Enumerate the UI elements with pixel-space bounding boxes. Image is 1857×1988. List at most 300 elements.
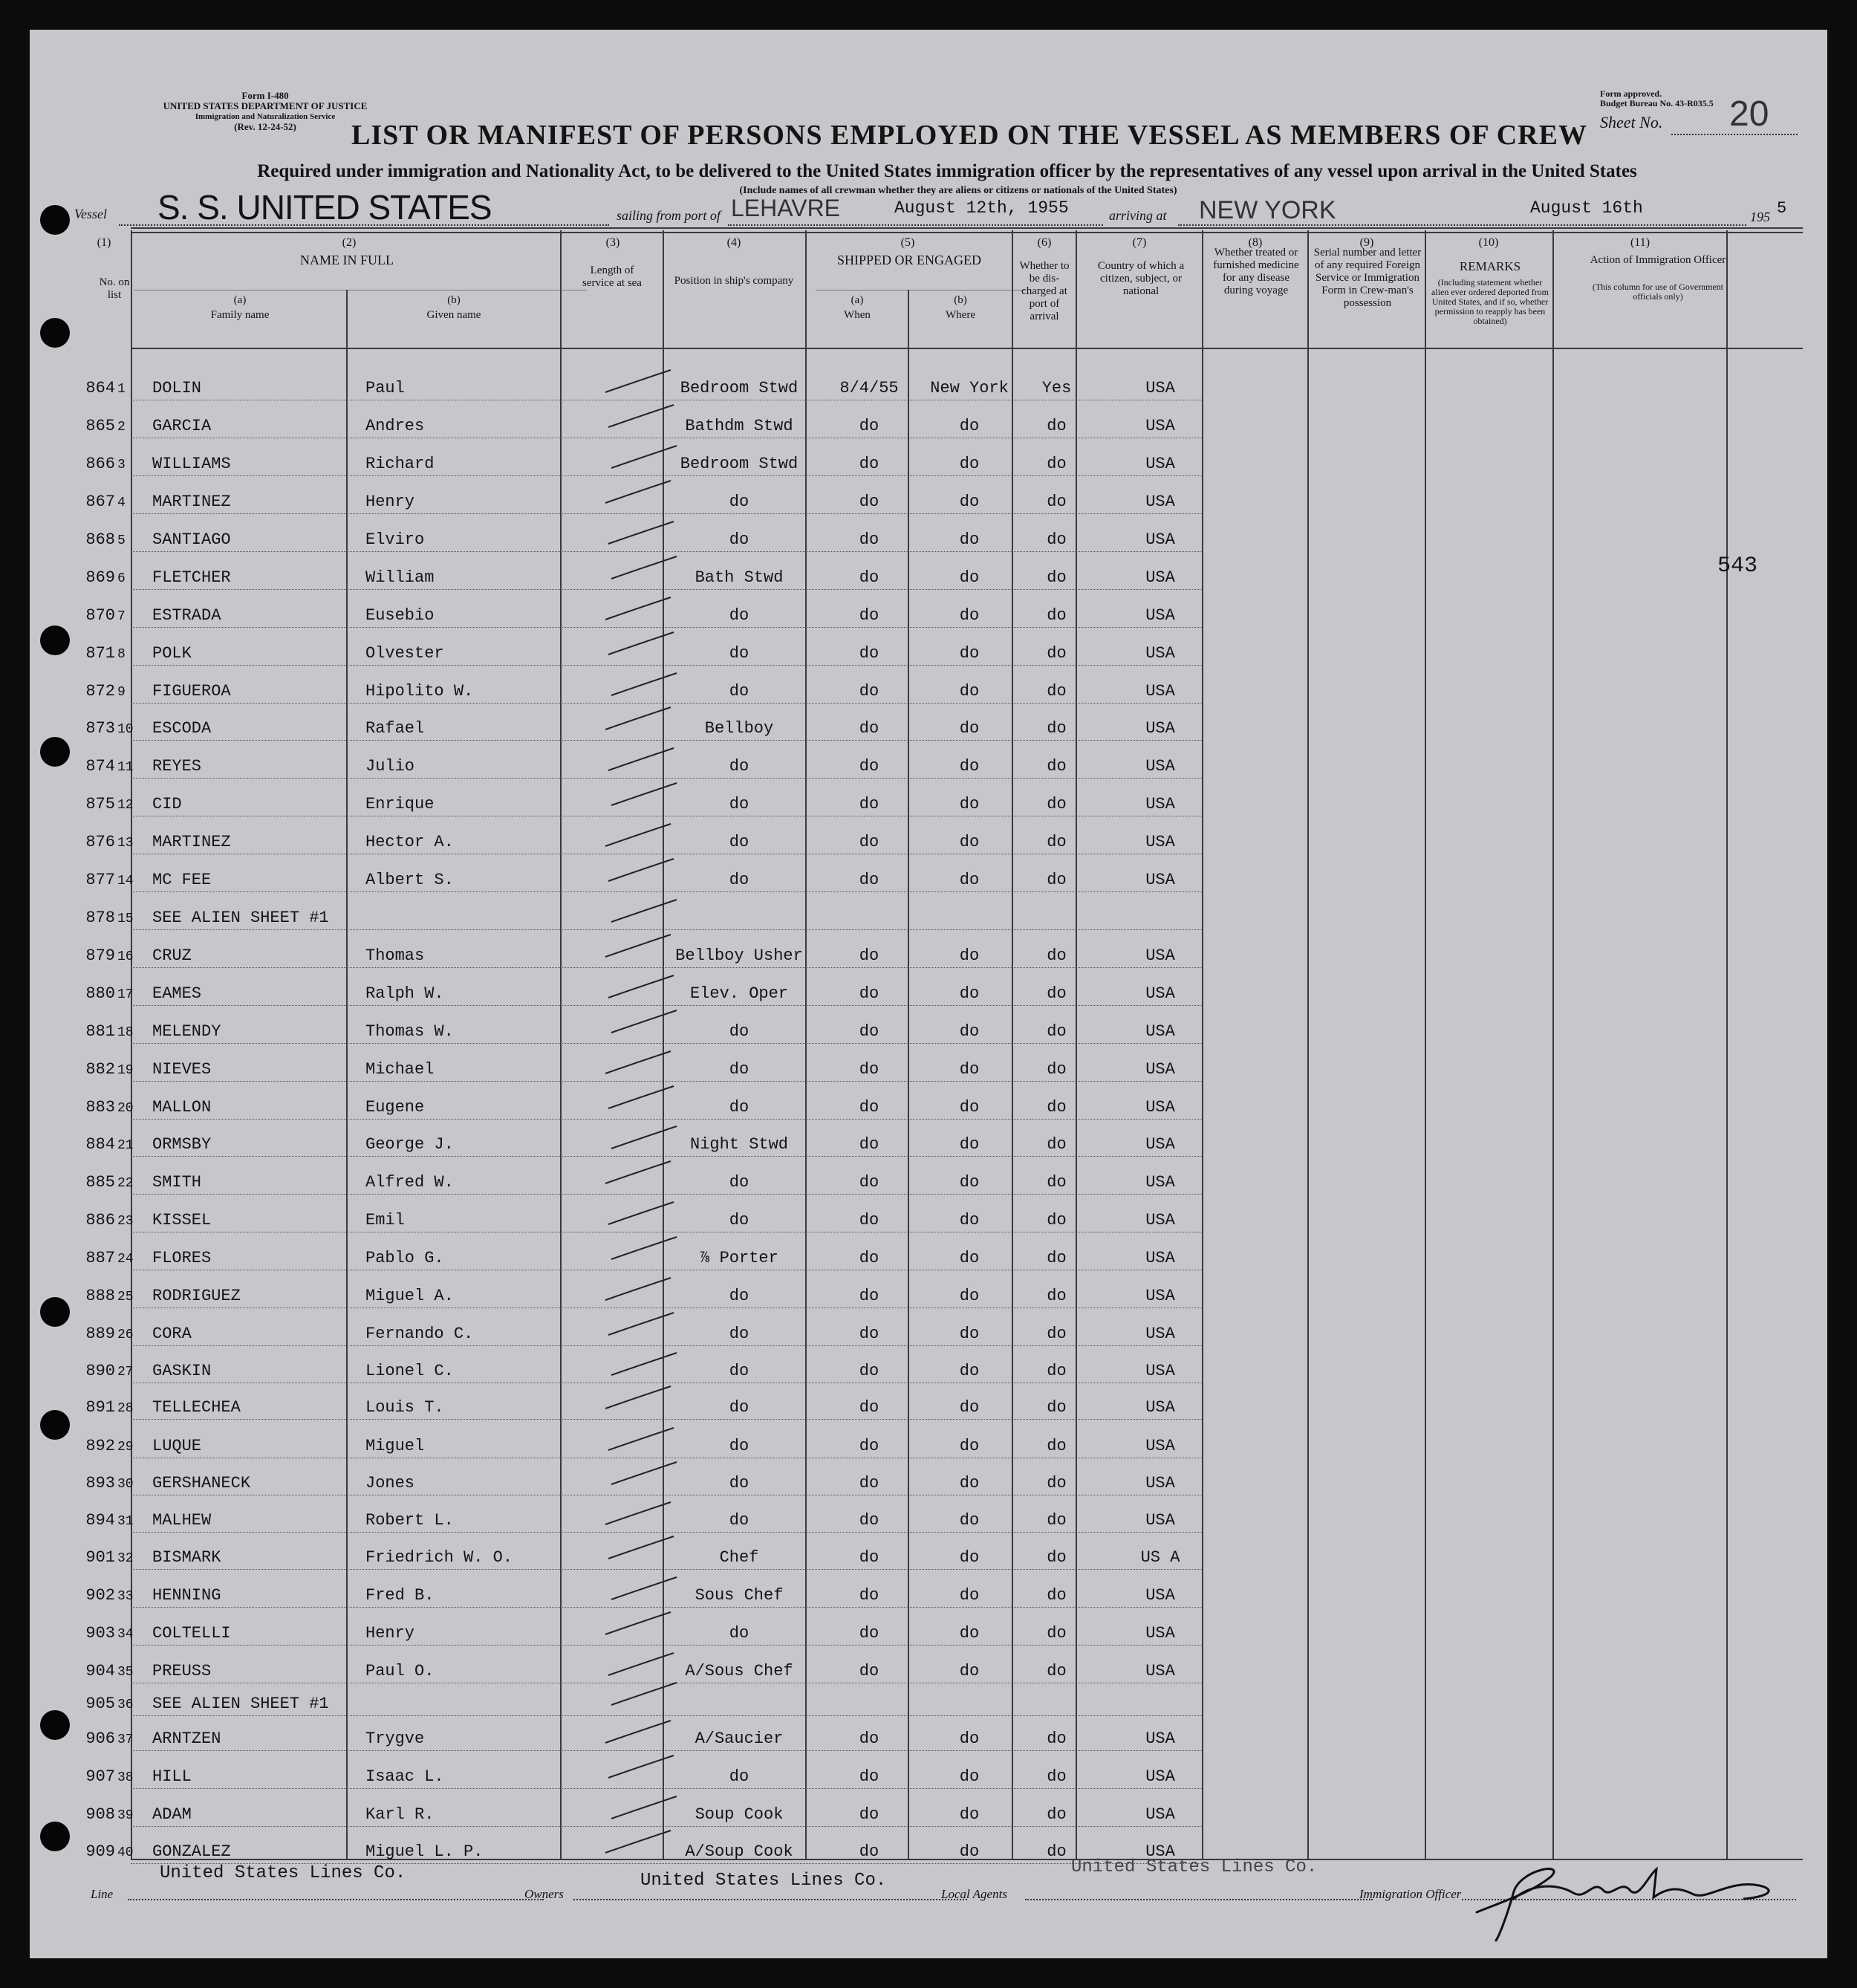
shipped-where: do bbox=[959, 1474, 980, 1492]
service-check-mark bbox=[576, 1345, 680, 1383]
list-number: 901 bbox=[85, 1548, 115, 1567]
list-number: 876 bbox=[85, 833, 115, 851]
family-name: GERSHANECK bbox=[152, 1474, 251, 1492]
punch-hole bbox=[40, 626, 70, 655]
list-number: 879 bbox=[85, 946, 115, 965]
country: USA bbox=[1145, 379, 1175, 397]
budget-bureau-line: Budget Bureau No. 43-R035.5 bbox=[1600, 98, 1714, 108]
position: Bedroom Stwd bbox=[680, 455, 799, 473]
header-position: Position in ship's company bbox=[674, 275, 794, 287]
family-name: FLORES bbox=[152, 1249, 212, 1267]
shipped-where: do bbox=[959, 682, 980, 701]
given-name: Miguel A. bbox=[365, 1287, 454, 1305]
shipped-where: do bbox=[959, 1729, 980, 1748]
punch-hole bbox=[40, 318, 70, 348]
given-name: Hipolito W. bbox=[365, 682, 474, 701]
position: do bbox=[729, 1767, 749, 1786]
shipped-when: do bbox=[859, 493, 879, 511]
arriving-label: arriving at bbox=[1109, 208, 1167, 223]
shipped-where: do bbox=[959, 946, 980, 965]
table-row bbox=[30, 1624, 1827, 1646]
service-check-mark bbox=[576, 854, 680, 891]
service-check-mark bbox=[576, 779, 680, 816]
given-name: Isaac L. bbox=[365, 1767, 444, 1786]
country: USA bbox=[1145, 1398, 1175, 1417]
table-row bbox=[30, 757, 1827, 779]
country: US A bbox=[1140, 1548, 1180, 1567]
line-index: 32 bbox=[117, 1551, 134, 1566]
discharged: do bbox=[1047, 530, 1067, 549]
discharged: do bbox=[1047, 1173, 1067, 1192]
line-index: 9 bbox=[117, 685, 126, 700]
service-check-mark bbox=[576, 703, 680, 740]
sailing-label: sailing from port of bbox=[617, 208, 721, 223]
discharged: do bbox=[1047, 757, 1067, 776]
country: USA bbox=[1145, 1098, 1175, 1117]
shipped-where: do bbox=[959, 833, 980, 851]
family-name: LUQUE bbox=[152, 1437, 202, 1455]
shipped-when: do bbox=[859, 1362, 879, 1380]
table-row bbox=[30, 1173, 1827, 1195]
service-check-mark bbox=[576, 1826, 680, 1863]
col-number: (3) bbox=[605, 236, 620, 249]
line-index: 26 bbox=[117, 1328, 134, 1342]
shipped-when: do bbox=[859, 1511, 879, 1530]
position: do bbox=[729, 1437, 749, 1455]
family-name: DOLIN bbox=[152, 379, 202, 397]
given-name: Eugene bbox=[365, 1098, 425, 1117]
discharged: do bbox=[1047, 719, 1067, 738]
list-number: 886 bbox=[85, 1211, 115, 1229]
country: USA bbox=[1145, 455, 1175, 473]
given-name: Friedrich W. O. bbox=[365, 1548, 513, 1567]
discharged: do bbox=[1047, 1586, 1067, 1605]
list-number: 909 bbox=[85, 1842, 115, 1861]
line-index: 27 bbox=[117, 1365, 134, 1380]
form-number: Form I-480 bbox=[241, 90, 289, 101]
page-title: LIST OR MANIFEST OF PERSONS EMPLOYED ON THE VESSEL AS MEMBERS OF CREW bbox=[351, 120, 1587, 151]
list-number: 894 bbox=[85, 1511, 115, 1530]
list-number: 865 bbox=[85, 417, 115, 435]
position: Elev. Oper bbox=[689, 984, 789, 1003]
country: USA bbox=[1145, 606, 1175, 625]
shipped-when: do bbox=[859, 1474, 879, 1492]
given-name: Fred B. bbox=[365, 1586, 435, 1605]
list-number: 877 bbox=[85, 871, 115, 889]
discharged: do bbox=[1047, 1098, 1067, 1117]
table-row bbox=[30, 1060, 1827, 1082]
punch-hole bbox=[40, 1297, 70, 1327]
footer-owners-underline bbox=[573, 1899, 967, 1900]
shipped-when: do bbox=[859, 455, 879, 473]
col-number: (11) bbox=[1630, 236, 1651, 249]
service-check-mark bbox=[576, 1044, 680, 1081]
list-number: 887 bbox=[85, 1249, 115, 1267]
discharged: do bbox=[1047, 795, 1067, 813]
given-name: William bbox=[365, 568, 435, 587]
list-number: 885 bbox=[85, 1173, 115, 1192]
header-country: Country of which a citizen, subject, or national bbox=[1097, 260, 1185, 297]
family-name: HILL bbox=[152, 1767, 192, 1786]
line-index: 11 bbox=[117, 760, 134, 775]
service-check-mark bbox=[576, 666, 680, 703]
country: USA bbox=[1145, 871, 1175, 889]
country: USA bbox=[1145, 1662, 1175, 1680]
list-number: 892 bbox=[85, 1437, 115, 1455]
header-action: Action of Immigration Officer bbox=[1590, 254, 1726, 266]
table-row bbox=[30, 1135, 1827, 1157]
service-check-mark bbox=[576, 892, 680, 929]
given-name: Henry bbox=[365, 1624, 415, 1643]
header-remarks-note: (Including statement whether alien ever ordered deported from United States, and if so, whether permission to reapply has been obtained) bbox=[1431, 277, 1549, 326]
header-given-name: Given name bbox=[426, 309, 481, 321]
discharged: do bbox=[1047, 455, 1067, 473]
service-check-mark bbox=[576, 1195, 680, 1232]
footer-line-underline bbox=[128, 1899, 544, 1900]
given-name: Olvester bbox=[365, 644, 444, 663]
family-name: REYES bbox=[152, 757, 202, 776]
shipped-when: do bbox=[859, 871, 879, 889]
position: do bbox=[729, 1362, 749, 1380]
family-name: SEE ALIEN SHEET #1 bbox=[152, 909, 329, 927]
service-check-mark bbox=[576, 438, 680, 475]
family-name: MC FEE bbox=[152, 871, 212, 889]
list-number: 878 bbox=[85, 909, 115, 927]
position: do bbox=[729, 1511, 749, 1530]
position: do bbox=[729, 1022, 749, 1041]
shipped-when: do bbox=[859, 1586, 879, 1605]
position: do bbox=[729, 530, 749, 549]
line-index: 10 bbox=[117, 722, 134, 737]
country: USA bbox=[1145, 530, 1175, 549]
discharged: do bbox=[1047, 984, 1067, 1003]
header-name-in-full: NAME IN FULL bbox=[300, 253, 394, 267]
country: USA bbox=[1145, 1842, 1175, 1861]
service-name: Immigration and Naturalization Service bbox=[195, 112, 336, 121]
family-name: MALLON bbox=[152, 1098, 212, 1117]
list-number: 903 bbox=[85, 1624, 115, 1643]
country: USA bbox=[1145, 644, 1175, 663]
discharged: do bbox=[1047, 1022, 1067, 1041]
shipped-where: do bbox=[959, 1586, 980, 1605]
discharged: do bbox=[1047, 1842, 1067, 1861]
list-number: 871 bbox=[85, 644, 115, 663]
service-check-mark bbox=[576, 1232, 680, 1270]
table-row bbox=[30, 719, 1827, 741]
country: USA bbox=[1145, 1060, 1175, 1079]
shipped-when: do bbox=[859, 1173, 879, 1192]
country: USA bbox=[1145, 757, 1175, 776]
col-number: (8) bbox=[1248, 236, 1263, 249]
given-name: Miguel L. P. bbox=[365, 1842, 484, 1861]
family-name: SANTIAGO bbox=[152, 530, 231, 549]
shipped-when: do bbox=[859, 1548, 879, 1567]
list-number: 864 bbox=[85, 379, 115, 397]
list-number: 880 bbox=[85, 984, 115, 1003]
shipped-when: do bbox=[859, 568, 879, 587]
given-name: Andres bbox=[365, 417, 425, 435]
footer-agents-value: United States Lines Co. bbox=[1071, 1857, 1318, 1877]
header-remarks: REMARKS bbox=[1459, 259, 1521, 273]
table-row bbox=[30, 1729, 1827, 1752]
department-name: UNITED STATES DEPARTMENT OF JUSTICE bbox=[163, 100, 368, 111]
table-row bbox=[30, 1098, 1827, 1120]
shipped-when: do bbox=[859, 719, 879, 738]
position: do bbox=[729, 1211, 749, 1229]
given-name: Michael bbox=[365, 1060, 435, 1079]
position: A/Soup Cook bbox=[685, 1842, 793, 1861]
list-number: 873 bbox=[85, 719, 115, 738]
family-name: ADAM bbox=[152, 1805, 192, 1824]
line-index: 28 bbox=[117, 1401, 134, 1416]
shipped-where: do bbox=[959, 1767, 980, 1786]
sailing-date: August 12th, 1955 bbox=[894, 198, 1069, 218]
service-check-mark bbox=[576, 552, 680, 589]
discharged: do bbox=[1047, 1287, 1067, 1305]
family-name: POLK bbox=[152, 644, 192, 663]
shipped-where: do bbox=[959, 1287, 980, 1305]
family-name: MARTINEZ bbox=[152, 493, 231, 511]
country: USA bbox=[1145, 1362, 1175, 1380]
service-check-mark bbox=[576, 590, 680, 627]
discharged: do bbox=[1047, 1805, 1067, 1824]
line-index: 39 bbox=[117, 1808, 134, 1823]
shipped-when: do bbox=[859, 1135, 879, 1154]
country: USA bbox=[1145, 1022, 1175, 1041]
position: do bbox=[729, 606, 749, 625]
shipped-where: do bbox=[959, 871, 980, 889]
list-number: 893 bbox=[85, 1474, 115, 1492]
shipped-where: do bbox=[959, 1511, 980, 1530]
table-row bbox=[30, 644, 1827, 666]
line-index: 29 bbox=[117, 1440, 134, 1455]
family-name: GARCIA bbox=[152, 417, 212, 435]
shipped-where: do bbox=[959, 757, 980, 776]
family-name: CORA bbox=[152, 1325, 192, 1343]
shipped-when: 8/4/55 bbox=[839, 379, 899, 397]
col-number: (9) bbox=[1359, 236, 1374, 249]
table-row bbox=[30, 1437, 1827, 1459]
given-name: Julio bbox=[365, 757, 415, 776]
shipped-when: do bbox=[859, 606, 879, 625]
table-row bbox=[30, 1511, 1827, 1533]
family-name: BISMARK bbox=[152, 1548, 221, 1567]
family-name: FLETCHER bbox=[152, 568, 231, 587]
discharged: do bbox=[1047, 1211, 1067, 1229]
vessel-name: S. S. UNITED STATES bbox=[157, 188, 492, 227]
service-check-mark bbox=[576, 1646, 680, 1683]
header-given-letter: (b) bbox=[447, 294, 461, 306]
line-index: 24 bbox=[117, 1252, 134, 1267]
arriving-date: August 16th bbox=[1530, 198, 1643, 218]
service-check-mark bbox=[576, 476, 680, 513]
list-number: 888 bbox=[85, 1287, 115, 1305]
family-name: EAMES bbox=[152, 984, 202, 1003]
discharged: do bbox=[1047, 417, 1067, 435]
service-check-mark bbox=[576, 1458, 680, 1495]
shipped-where: do bbox=[959, 1662, 980, 1680]
service-check-mark bbox=[576, 816, 680, 854]
line-index: 34 bbox=[117, 1627, 134, 1642]
arriving-underline bbox=[1178, 224, 1746, 226]
table-row bbox=[30, 1805, 1827, 1828]
service-check-mark bbox=[576, 1751, 680, 1788]
country: USA bbox=[1145, 1767, 1175, 1786]
col-number: (5) bbox=[900, 236, 915, 249]
header-when-letter: (a) bbox=[851, 294, 864, 306]
shipped-where: do bbox=[959, 1624, 980, 1643]
country: USA bbox=[1145, 1135, 1175, 1154]
position: Chef bbox=[719, 1548, 759, 1567]
header-shipped-or-engaged: SHIPPED OR ENGAGED bbox=[836, 253, 981, 267]
family-name: PREUSS bbox=[152, 1662, 212, 1680]
position: do bbox=[729, 493, 749, 511]
service-check-mark bbox=[576, 1608, 680, 1645]
col-number: (6) bbox=[1037, 236, 1052, 249]
list-number: 906 bbox=[85, 1729, 115, 1748]
line-index: 3 bbox=[117, 458, 126, 472]
list-number: 867 bbox=[85, 493, 115, 511]
shipped-where: do bbox=[959, 568, 980, 587]
shipped-where: do bbox=[959, 1211, 980, 1229]
position: Bedroom Stwd bbox=[680, 379, 799, 397]
position: do bbox=[729, 795, 749, 813]
given-name: Thomas W. bbox=[365, 1022, 454, 1041]
line-index: 25 bbox=[117, 1290, 134, 1305]
line-index: 12 bbox=[117, 798, 134, 813]
country: USA bbox=[1145, 1624, 1175, 1643]
line-index: 19 bbox=[117, 1063, 134, 1078]
country: USA bbox=[1145, 1805, 1175, 1824]
shipped-where: do bbox=[959, 1325, 980, 1343]
line-index: 37 bbox=[117, 1732, 134, 1747]
row-rule bbox=[131, 1419, 1203, 1420]
table-row bbox=[30, 1695, 1827, 1717]
position: Bellboy bbox=[704, 719, 774, 738]
service-check-mark bbox=[576, 741, 680, 778]
shipped-where: do bbox=[959, 1098, 980, 1117]
position: do bbox=[729, 757, 749, 776]
shipped-where: do bbox=[959, 644, 980, 663]
service-check-mark bbox=[576, 1495, 680, 1532]
header-family-name: Family name bbox=[210, 309, 270, 321]
position: do bbox=[729, 1624, 749, 1643]
sheet-no-label: Sheet No. bbox=[1600, 113, 1663, 131]
line-index: 4 bbox=[117, 496, 126, 510]
discharged: do bbox=[1047, 1474, 1067, 1492]
given-name: Henry bbox=[365, 493, 415, 511]
list-number: 868 bbox=[85, 530, 115, 549]
country: USA bbox=[1145, 1211, 1175, 1229]
shipped-where: do bbox=[959, 1022, 980, 1041]
given-name: Richard bbox=[365, 455, 435, 473]
line-index: 35 bbox=[117, 1665, 134, 1680]
given-name: Enrique bbox=[365, 795, 435, 813]
shipped-where: do bbox=[959, 493, 980, 511]
shipped-when: do bbox=[859, 1624, 879, 1643]
shipped-where: do bbox=[959, 1173, 980, 1192]
country: USA bbox=[1145, 1325, 1175, 1343]
discharged: do bbox=[1047, 1767, 1067, 1786]
table-row bbox=[30, 1548, 1827, 1570]
discharged: do bbox=[1047, 1060, 1067, 1079]
list-number: 889 bbox=[85, 1325, 115, 1343]
discharged: do bbox=[1047, 493, 1067, 511]
family-name: ESTRADA bbox=[152, 606, 221, 625]
position: Bellboy Usher bbox=[675, 946, 803, 965]
family-name: GASKIN bbox=[152, 1362, 212, 1380]
family-name: CRUZ bbox=[152, 946, 192, 965]
punch-hole bbox=[40, 1710, 70, 1740]
shipped-where: do bbox=[959, 1805, 980, 1824]
shipped-when: do bbox=[859, 1249, 879, 1267]
shipped-where: New York bbox=[930, 379, 1009, 397]
given-name: Miguel bbox=[365, 1437, 425, 1455]
year-label: 195 bbox=[1750, 209, 1770, 224]
header-where: Where bbox=[946, 309, 975, 321]
given-name: Lionel C. bbox=[365, 1362, 454, 1380]
shipped-when: do bbox=[859, 946, 879, 965]
given-name: Fernando C. bbox=[365, 1325, 474, 1343]
line-index: 40 bbox=[117, 1845, 134, 1860]
line-index: 23 bbox=[117, 1214, 134, 1229]
discharged: do bbox=[1047, 946, 1067, 965]
punch-hole bbox=[40, 1822, 70, 1851]
position: do bbox=[729, 682, 749, 701]
position: Night Stwd bbox=[689, 1135, 789, 1154]
line-index: 18 bbox=[117, 1025, 134, 1040]
line-index: 2 bbox=[117, 420, 126, 435]
given-name: Ralph W. bbox=[365, 984, 444, 1003]
line-index: 31 bbox=[117, 1514, 134, 1529]
country: USA bbox=[1145, 1511, 1175, 1530]
shipped-when: do bbox=[859, 530, 879, 549]
header-when: When bbox=[844, 309, 871, 321]
service-check-mark bbox=[576, 400, 680, 438]
footer-line-value: United States Lines Co. bbox=[160, 1863, 406, 1883]
shipped-when: do bbox=[859, 757, 879, 776]
list-number: 875 bbox=[85, 795, 115, 813]
country: USA bbox=[1145, 1437, 1175, 1455]
discharged: do bbox=[1047, 1624, 1067, 1643]
table-row bbox=[30, 1211, 1827, 1233]
country: USA bbox=[1145, 719, 1175, 738]
table-row bbox=[30, 682, 1827, 704]
given-name: Paul O. bbox=[365, 1662, 435, 1680]
include-note: (Include names of all crewman whether they are aliens or citizens or nationals of the United States) bbox=[739, 185, 1177, 196]
country: USA bbox=[1145, 568, 1175, 587]
country: USA bbox=[1145, 1287, 1175, 1305]
shipped-when: do bbox=[859, 1325, 879, 1343]
given-name: George J. bbox=[365, 1135, 454, 1154]
position: A/Saucier bbox=[695, 1729, 784, 1748]
shipped-where: do bbox=[959, 1398, 980, 1417]
table-row bbox=[30, 493, 1827, 515]
service-check-mark bbox=[576, 1082, 680, 1119]
discharged: do bbox=[1047, 1249, 1067, 1267]
footer-agents-underline bbox=[1025, 1899, 1373, 1900]
table-row bbox=[30, 553, 1827, 591]
position: Soup Cook bbox=[695, 1805, 784, 1824]
given-name: Elviro bbox=[365, 530, 425, 549]
shipped-where: do bbox=[959, 719, 980, 738]
service-check-mark bbox=[576, 1532, 680, 1569]
table-top-rule bbox=[131, 227, 1803, 229]
shipped-when: do bbox=[859, 1098, 879, 1117]
service-check-mark bbox=[576, 1308, 680, 1345]
list-number: 907 bbox=[85, 1767, 115, 1786]
shipped-when: do bbox=[859, 1842, 879, 1861]
